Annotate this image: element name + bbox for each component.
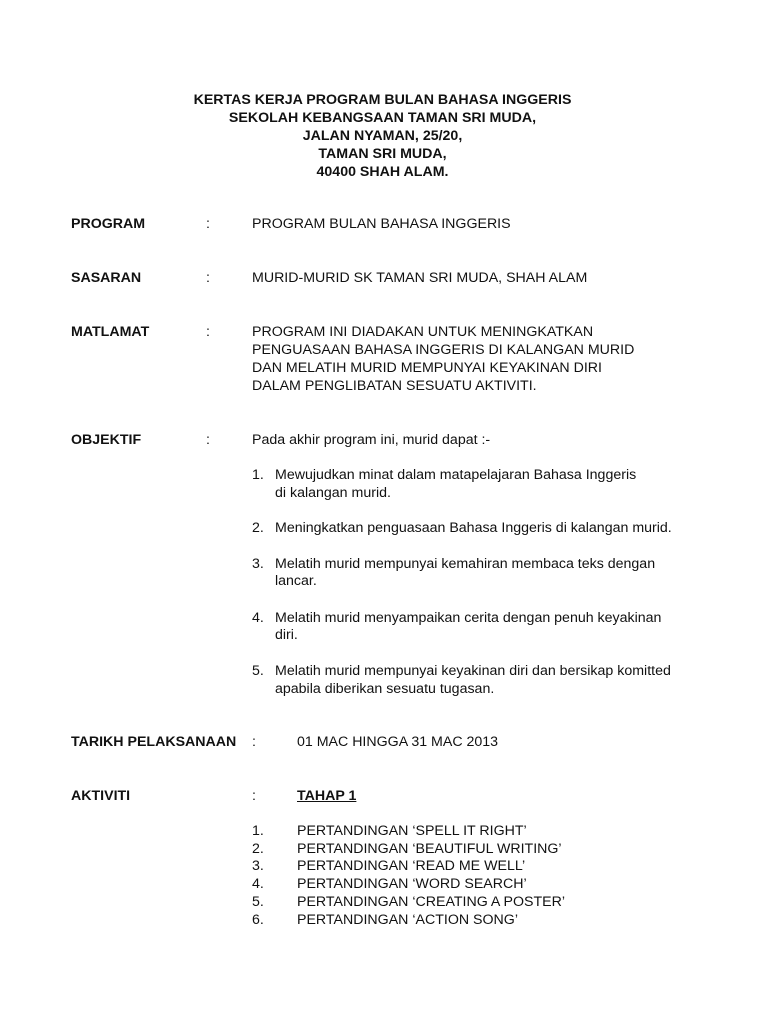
sasaran-value: MURID-MURID SK TAMAN SRI MUDA, SHAH ALAM: [252, 270, 588, 286]
objektif-item-text-cont: diri.: [275, 627, 298, 643]
aktiviti-item-number: 5.: [252, 894, 264, 910]
objektif-item-number: 5.: [252, 663, 264, 679]
document-header: [0, 91, 768, 181]
aktiviti-item-number: 4.: [252, 876, 264, 892]
objektif-item-text-cont: lancar.: [275, 573, 317, 589]
header-address-street: JALAN NYAMAN, 25/20,: [302, 128, 463, 144]
objektif-item-number: 4.: [252, 610, 264, 626]
objektif-item-text: Meningkatkan penguasaan Bahasa Inggeris di kalangan murid.: [275, 520, 672, 536]
matlamat-label: MATLAMAT: [71, 324, 150, 340]
objektif-item-text: Melatih murid menyampaikan cerita dengan penuh keyakinan: [275, 610, 662, 626]
matlamat-line-2: PENGUASAAN BAHASA INGGERIS DI KALANGAN MURID: [252, 342, 635, 358]
aktiviti-item-number: 6.: [252, 912, 264, 928]
matlamat-line-1: PROGRAM INI DIADAKAN UNTUK MENINGKATKAN: [252, 324, 594, 340]
objektif-colon: :: [206, 432, 210, 448]
aktiviti-item-text: PERTANDINGAN ‘CREATING A POSTER’: [297, 894, 566, 910]
aktiviti-label: AKTIVITI: [71, 788, 131, 804]
aktiviti-item-number: 3.: [252, 858, 264, 874]
matlamat-colon: :: [206, 324, 210, 340]
matlamat-line-4: DALAM PENGLIBATAN SESUATU AKTIVITI.: [252, 378, 537, 394]
aktiviti-item-number: 2.: [252, 841, 264, 857]
header-school-name: SEKOLAH KEBANGSAAN TAMAN SRI MUDA,: [228, 110, 537, 126]
aktiviti-colon: :: [252, 788, 256, 804]
program-value: PROGRAM BULAN BAHASA INGGERIS: [252, 216, 511, 232]
program-label: PROGRAM: [71, 216, 146, 232]
objektif-item-number: 3.: [252, 556, 264, 572]
sasaran-colon: :: [206, 270, 210, 286]
header-title: KERTAS KERJA PROGRAM BULAN BAHASA INGGERIS: [193, 92, 572, 108]
objektif-item-text: Mewujudkan minat dalam matapelajaran Bahasa Inggeris: [275, 467, 637, 483]
objektif-item-number: 2.: [252, 520, 264, 536]
tarikh-colon: :: [252, 734, 256, 750]
matlamat-line-3: DAN MELATIH MURID MEMPUNYAI KEYAKINAN DIRI: [252, 360, 602, 376]
objektif-intro: Pada akhir program ini, murid dapat :-: [252, 432, 491, 448]
header-address-postcode: 40400 SHAH ALAM.: [316, 164, 449, 180]
objektif-item-text: Melatih murid mempunyai keyakinan diri dan bersikap komitted: [275, 663, 671, 679]
header-address-area: TAMAN SRI MUDA,: [318, 146, 447, 162]
objektif-item-text-cont: apabila diberikan sesuatu tugasan.: [275, 681, 495, 697]
objektif-item-text-cont: di kalangan murid.: [275, 485, 391, 501]
objektif-label: OBJEKTIF: [71, 432, 142, 448]
program-colon: :: [206, 216, 210, 232]
tarikh-label: TARIKH PELAKSANAAN: [71, 734, 237, 750]
sasaran-label: SASARAN: [71, 270, 142, 286]
objektif-item-text: Melatih murid mempunyai kemahiran membaca teks dengan: [275, 556, 656, 572]
aktiviti-tahap-heading: TAHAP 1: [297, 788, 357, 804]
aktiviti-item-text: PERTANDINGAN ‘WORD SEARCH’: [297, 876, 527, 892]
tarikh-value: 01 MAC HINGGA 31 MAC 2013: [297, 734, 499, 750]
aktiviti-item-text: PERTANDINGAN ‘ACTION SONG’: [297, 912, 518, 928]
objektif-item-number: 1.: [252, 467, 264, 483]
aktiviti-item-number: 1.: [252, 823, 264, 839]
aktiviti-item-text: PERTANDINGAN ‘SPELL IT RIGHT’: [297, 823, 527, 839]
aktiviti-item-text: PERTANDINGAN ‘BEAUTIFUL WRITING’: [297, 841, 562, 857]
aktiviti-item-text: PERTANDINGAN ‘READ ME WELL’: [297, 858, 526, 874]
